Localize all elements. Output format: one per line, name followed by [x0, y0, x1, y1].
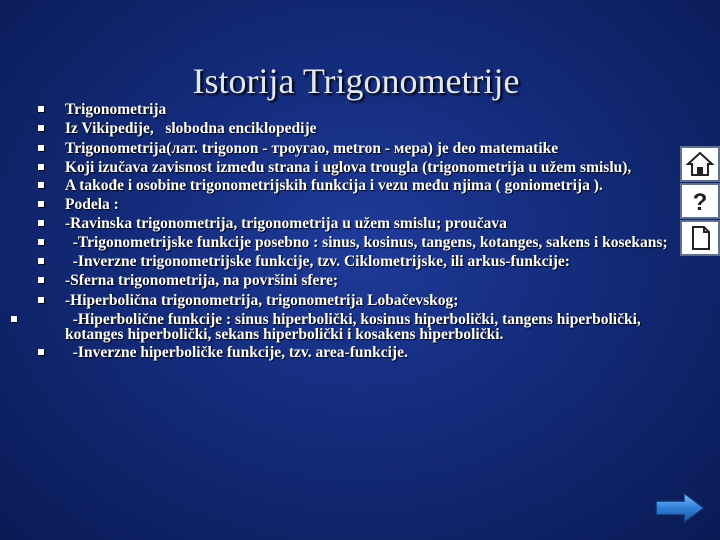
bullet-text: Trigonometrija	[65, 101, 167, 118]
arrow-right-icon	[654, 491, 706, 525]
bullet-text: A takođe i osobine trigonometrijskih funkcija i vezu među njima ( goniometrija ).	[65, 177, 603, 195]
bullet-marker	[38, 239, 44, 245]
list-item	[38, 102, 688, 117]
bullet-text: -Ravinska trigonometrija, trigonometrija u užem smislu; proučava	[65, 215, 507, 233]
home-button[interactable]	[680, 146, 720, 182]
bullet-marker	[11, 316, 17, 322]
bullet-text: -Inverzne hiperboličke funkcije, tzv. area-funkcije.	[65, 344, 408, 362]
slide-title: Istorija Trigonometrije	[192, 61, 520, 101]
list-item	[38, 141, 688, 156]
help-icon	[685, 187, 715, 215]
document-button[interactable]	[680, 220, 720, 256]
list-item	[38, 235, 688, 250]
list-item	[38, 178, 688, 193]
bullet-marker	[38, 349, 44, 355]
bullet-marker	[38, 125, 44, 131]
list-item	[38, 293, 688, 308]
bullet-text: Iz Vikipedije, slobodna enciklopedije	[65, 120, 317, 138]
bullet-text: -Hiperbolična trigonometrija, trigonometrija Lobačevskog;	[65, 291, 459, 309]
document-icon	[685, 224, 715, 252]
bullet-text: -Sferna trigonometrija, na površini sfere;	[65, 272, 339, 290]
bullet-text: -Hiperbolične funkcije : sinus hiperbolički, kosinus hiperbolički, tangens hiperbolički, kotanges hiperbolički, sekans hiperbolički i kosakens hiperbolički.	[65, 310, 645, 343]
bullet-marker	[38, 201, 44, 207]
bullet-marker	[38, 220, 44, 226]
bullet-marker	[38, 164, 44, 170]
home-icon	[685, 150, 715, 178]
list-item	[38, 160, 688, 175]
bullet-text: -Inverzne trigonometrijske funkcije, tzv. Ciklometrijske, ili arkus-funkcije:	[65, 252, 570, 270]
bullet-marker	[38, 106, 44, 112]
bullet-marker	[38, 297, 44, 303]
bullet-text: Koji izučava zavisnost između strana i uglova trougla (trigonometrija u užem smislu),	[65, 158, 632, 176]
bullet-text: Podela :	[65, 195, 119, 213]
list-item	[38, 345, 688, 360]
bullet-text: Trigonometrija(лат. trigonon - троугао, metron - мера) je deo matematike	[65, 139, 559, 157]
list-item	[38, 197, 688, 212]
next-slide-button[interactable]	[654, 491, 706, 525]
bullet-marker	[38, 145, 44, 151]
svg-text:?: ?	[692, 189, 708, 215]
bullet-list	[38, 102, 688, 365]
list-item	[11, 312, 688, 342]
list-item	[38, 121, 688, 136]
bullet-marker	[38, 258, 44, 264]
bullet-marker	[38, 277, 44, 283]
bullet-marker	[38, 182, 44, 188]
list-item	[38, 216, 688, 231]
list-item	[38, 273, 688, 288]
help-button[interactable]	[680, 183, 720, 219]
list-item	[38, 254, 688, 269]
bullet-text: -Trigonometrijske funkcije posebno : sinus, kosinus, tangens, kotanges, sakens i kosekans;	[65, 234, 668, 252]
